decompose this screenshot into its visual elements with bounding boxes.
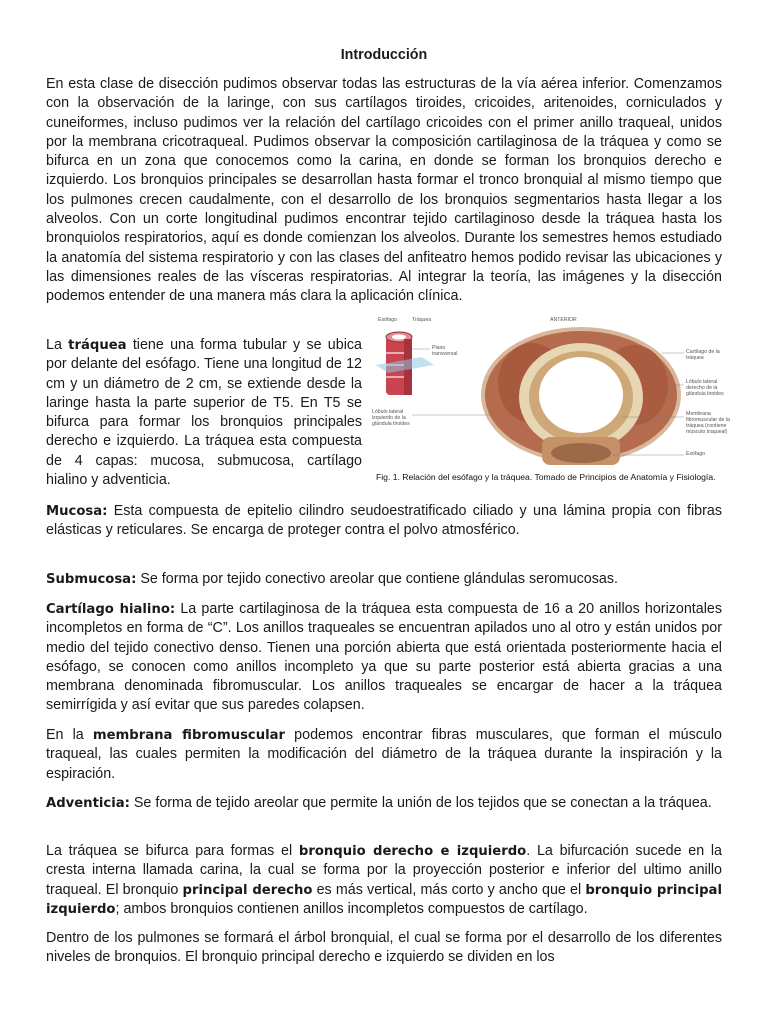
label-anterior: ANTERIOR (550, 317, 577, 323)
label-lobulo-izq: Lóbulo lateral izquierdo de la glándula tiroides (372, 409, 410, 427)
membrana-term: membrana fibromuscular (92, 728, 286, 743)
bronquio-term-3: bronquio principal izquierdo (46, 882, 722, 917)
label-membrana: Membrana fibromuscular de la tráquea (contiene músculo traqueal) (686, 411, 730, 435)
trachea-pre: La (46, 337, 69, 353)
adventicia-paragraph (46, 794, 722, 813)
arbol-bronquial-paragraph: Dentro de los pulmones se formará el árbol bronquial, el cual se forma por el desarrollo de los diferentes niveles de bronquios. El bronquio principal derecho e izquierdo se dividen en los (46, 930, 722, 966)
cartilago-term: Cartílago hialino: (46, 602, 176, 617)
bronquio-text-4: ; ambos bronquios contienen anillos incompletos compuestos de cartílago. (115, 900, 588, 917)
mucosa-paragraph (46, 502, 722, 541)
bronquio-text-3: es más vertical, más corto y ancho que el (312, 881, 586, 898)
label-esofago-top: Esófago (378, 317, 398, 323)
cartilago-text: La parte cartilaginosa de la tráquea esta compuesta de 16 a 20 anillos horizontales incompletos en forma de “C”. Los anillos traqueales se encuentran apilados uno al otro y están unidos por medio del tejido conectivo denso. Tienen una porción abierta que está orientada posteriormente hacia el esófago, se conocen como anillos incompleto ya que su parte posterior está abierta gracias a una membrana denominada fibromuscular. Los anillos traqueales se encargar de hacer a la tráquea semirrígida y así evitar que sus paredes colapsen. (46, 601, 722, 714)
bronquio-paragraph (46, 842, 722, 919)
label-cartilago: Cartílago de la tráquea (686, 349, 720, 361)
membrana-paragraph (46, 726, 722, 784)
label-lobulo-der: Lóbulo lateral derecho de la glándula tiroides (686, 379, 724, 397)
membrana-pre: En la (46, 727, 93, 743)
adventicia-text: Se forma de tejido areolar que permite la unión de los tejidos que se conectan a la tráquea. (129, 795, 712, 811)
intro-paragraph: En esta clase de disección pudimos observar todas las estructuras de la vía aérea inferior. Comenzamos con la observación de la laringe, con sus cartílagos tiroides, cricoides, aritenoides, corniculados y cuneiformes, incluso pudimos ver la relación del cartílago cricoides con el primer anillo traqueal, unidos por la membrana cricotraqueal. Pudimos observar la composición cartilaginosa de la tráquea y como se bifurca en un zona que conocemos como la carina, en donde se forman los bronquios derecho e izquierdo. Los bronquios principales se desarrollan hasta formar el tronco bronquial al mismo tiempo que los pulmones crecen caudalmente, con el desarrollo de los bronquios segmentarios hasta llegar a los alveolos. Con un corte longitudinal pudimos encontrar tejido cartilaginoso desde la tráquea hasta los bronquiolos respiratorios, aquí es donde comienzan los alveolos. Durante los semestres hemos estudiado la anatomía del sistema respiratorio y con las clases del anfiteatro hemos podido revisar las ubicaciones y las dimensiones reales de las vísceras respiratorias. Al integrar la teoría, las imágenes y la disección podemos entender de una manera más clara la aplicación clínica. (46, 76, 722, 305)
submucosa-term: Submucosa: (46, 572, 137, 587)
mucosa-term: Mucosa: (46, 504, 108, 519)
membrana-text: podemos encontrar fibras musculares, que forman el músculo traqueal, las cuales permiten la modificación del diámetro de la tráquea durante la inspiración y la espiración. (46, 727, 723, 782)
cartilago-paragraph (46, 600, 722, 716)
figure-caption: Fig. 1. Relación del esófago y la tráquea. Tomado de Principios de Anatomía y Fisiología. (376, 472, 716, 482)
bronquio-text-2: . La bifurcación sucede en la cresta interna llamada carina, la cual se forma por la proyección posterior e inferior del ultimo anillo traqueal. El bronquio (46, 843, 722, 898)
bronquio-term-1: bronquio derecho e izquierdo (298, 844, 527, 859)
label-esofago: Esófago (686, 451, 706, 457)
cross-section-photo (478, 323, 685, 467)
mucosa-text: Esta compuesta de epitelio cilindro seudoestratificado ciliado y una lámina propia con fibras elásticas y reticulares. Se encarga de proteger contra el polvo atmosférico. (46, 503, 722, 539)
trachea-text: tiene una forma tubular y se ubica por delante del esófago. Tiene una longitud de 12 cm y un diámetro de 2 cm, se extiende desde la laringe hasta la parte superior de T5. En T5 se bifurca para formar los bronquios principales derecho e izquierdo. La tráquea esta compuesta de 4 capas: mucosa, submucosa, cartílago hialino y adventicia. (46, 337, 362, 489)
trachea-tube-icon (376, 332, 434, 395)
trachea-paragraph (46, 336, 362, 490)
submucosa-paragraph (46, 570, 722, 589)
trachea-esophagus-figure (372, 313, 744, 485)
page-title: Introducción (340, 47, 428, 63)
bronquio-text-1: La tráquea se bifurca para formas el (46, 843, 299, 859)
trachea-term: tráquea (68, 338, 127, 353)
label-traquea-top: Tráquea (412, 317, 432, 323)
label-plano: Plano transversal (432, 345, 458, 357)
bronquio-term-2: principal derecho (182, 882, 313, 898)
submucosa-text: Se forma por tejido conectivo areolar que contiene glándulas seromucosas. (136, 571, 618, 587)
adventicia-term: Adventicia: (46, 796, 130, 811)
